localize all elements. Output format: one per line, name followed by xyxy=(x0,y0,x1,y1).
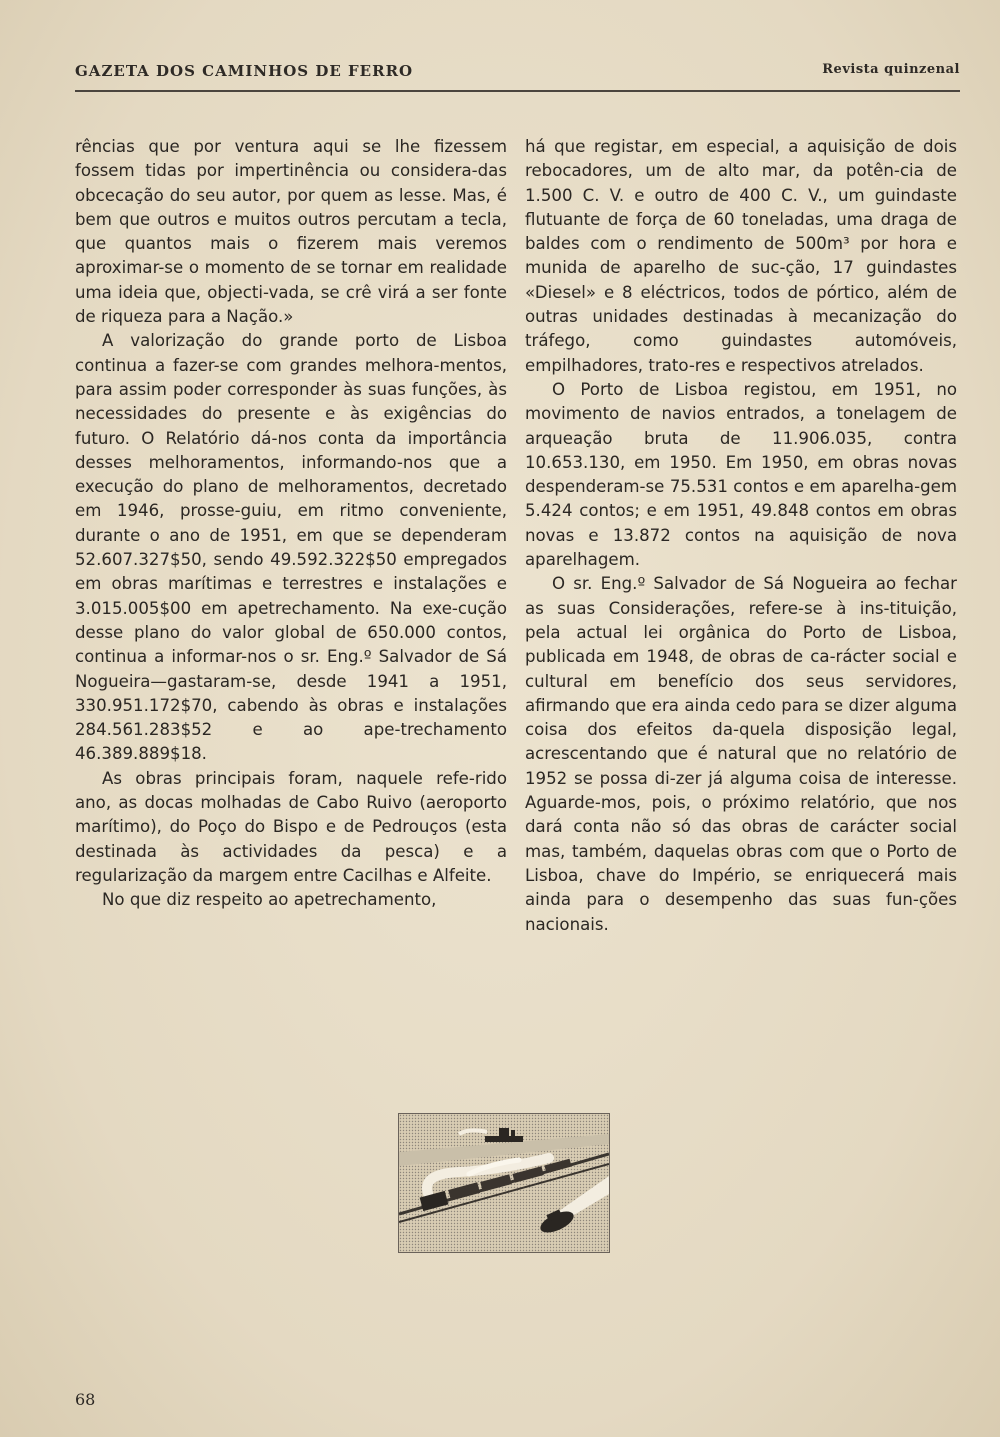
right-column xyxy=(525,135,957,937)
train-ship-car-illustration-icon xyxy=(398,1113,610,1253)
journal-title: GAZETA DOS CAMINHOS DE FERRO xyxy=(75,62,414,80)
right-paragraph-1: há que registar, em especial, a aquisição de dois rebocadores, um de alto mar, da potên-cia de 1.500 C. V. e outro de 400 C. V., um guindaste flutuante de força de 60 toneladas, uma draga de baldes com o rendimento de 500m³ por hora e munida de aparelho de suc-ção, 17 guindastes «Diesel» e 8 eléctricos, todos de pórtico, além de outras unidades destinadas à mecanização do tráfego, como guindastes automóveis, empilhadores, trato-res e respectivos atrelados. xyxy=(525,137,957,375)
page-number: 68 xyxy=(75,1390,96,1409)
right-paragraph-2: O Porto de Lisboa registou, em 1951, no movimento de navios entrados, a tonelagem de arqueação bruta de 11.906.035, contra 10.653.130, em 1950. Em 1950, em obras novas despenderam-se 75.531 contos e em aparelha-gem 5.424 contos; e em 1951, 49.848 contos em obras novas e 13.872 contos na aquisição de nova aparelhagem. xyxy=(525,379,957,570)
header-rule xyxy=(75,90,960,92)
left-paragraph-4: No que diz respeito ao apetrechamento, xyxy=(102,890,437,910)
right-paragraph-3: O sr. Eng.º Salvador de Sá Nogueira ao fechar as suas Considerações, refere-se à ins-tituição, pela actual lei orgânica do Porto de Lisboa, publicada em 1948, de obras de ca-rácter social e cultural em benefício dos seus servidores, afirmando que era ainda cedo para se dizer alguma coisa dos efeitos da-quela disposição legal, acrescentando que é natural que no relatório de 1952 se possa di-zer já alguma coisa de interesse. Aguarde-mos, pois, o próximo relatório, que nos dará conta não só das obras de carácter social mas, também, daquelas obras com que o Porto de Lisboa, chave do Império, se enriquecerá mais ainda para o desempenho das suas fun-ções nacionais. xyxy=(525,574,957,934)
page-header xyxy=(75,62,960,86)
left-paragraph-2: A valorização do grande porto de Lisboa continua a fazer-se com grandes melhora-mentos, para assim poder corresponder às suas funções, às necessidades do presente e às exigências do futuro. O Relatório dá-nos conta da importância desses melhoramentos, informando-nos que a execução do plano de melhoramentos, decretado em 1946, prosse-guiu, em ritmo conveniente, durante o ano de 1951, em que se dependeram 52.607.327$50, sendo 49.592.322$50 empregados em obras marítimas e terrestres e instalações e 3.015.005$00 em apetrechamento. Na exe-cução desse plano do valor global de 650.000 contos, continua a informar-nos o sr. Eng.º Salvador de Sá Nogueira—gastaram-se, desde 1941 a 1951, 330.951.172$70, cabendo às obras e instalações 284.561.283$52 e ao ape-trechamento 46.389.889$18. xyxy=(75,331,507,764)
left-paragraph-1: rências que por ventura aqui se lhe fizessem fossem tidas por impertinência ou considera-das obcecação do seu autor, por quem as lesse. Mas, é bem que outros e muitos outros percutam a tecla, que quantos mais o fizerem mais veremos aproximar-se o momento de se tornar em realidade uma ideia que, objecti-vada, se crê virá a ser fonte de riqueza para a Nação.» xyxy=(75,137,507,327)
left-paragraph-3: As obras principais foram, naquele refe-rido ano, as docas molhadas de Cabo Ruivo (aeroporto marítimo), do Poço do Bispo e de Pedrouços (esta destinada às actividades da pesca) e a regularização da margem entre Cacilhas e Alfeite. xyxy=(75,768,507,885)
left-column xyxy=(75,135,507,913)
journal-subtitle: Revista quinzenal xyxy=(822,62,960,77)
